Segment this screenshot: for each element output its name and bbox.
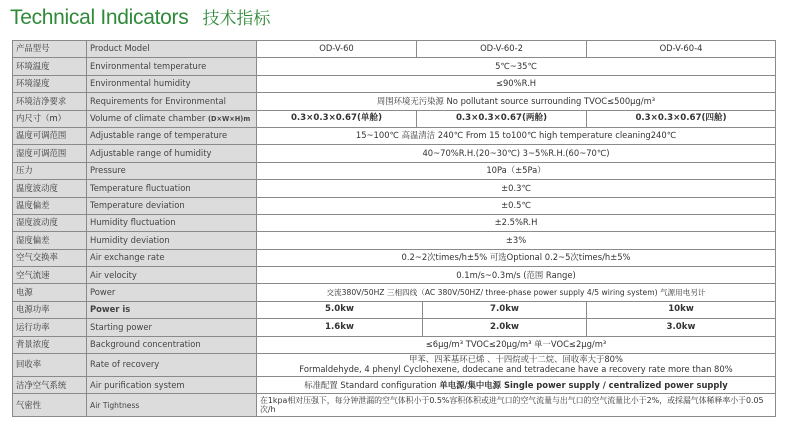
recovery-line-en: Formaldehyde, 4 phenyl Cyclohexene, dodecane and tetradecane have a recovery rate more than 80% — [299, 364, 733, 375]
table-row — [13, 354, 776, 377]
row-label-en: Background concentration — [87, 336, 257, 353]
spec-value: ≤90%R.H — [257, 75, 776, 92]
row-label-cn: 压力 — [13, 162, 87, 179]
spec-value: 15~100℃ 高温清洁 240℃ From 15 to100℃ high temperature cleaning240℃ — [257, 127, 776, 144]
row-label-en: Environmental temperature — [87, 58, 257, 75]
table-row — [13, 58, 776, 75]
table-row — [13, 249, 776, 266]
row-label-cn: 湿度可调范围 — [13, 145, 87, 162]
table-row — [13, 284, 776, 301]
table-row — [13, 197, 776, 214]
power-value: 3.0kw — [587, 319, 776, 336]
row-label-cn: 运行功率 — [13, 319, 87, 336]
spec-value: 周围环境无污染源 No pollutant source surrounding TVOC≤500μg/m³ — [257, 93, 776, 110]
model-value: OD-V-60 — [257, 41, 417, 58]
row-label-en: Power is — [87, 301, 257, 318]
power-value: 7.0kw — [423, 301, 587, 318]
power-value: 10kw — [587, 301, 776, 318]
spec-value: ±2.5%R.H — [257, 214, 776, 231]
recovery-line-cn: 甲苯、四苯基环已烯 、十四烷或十二烷、回收率大于80% — [409, 354, 623, 365]
row-label-cn: 回收率 — [13, 354, 87, 377]
table-row — [13, 232, 776, 249]
spec-value: 在1kpa相对压强下，每分钟泄漏的空气体积小于0.5%容积体积或进气口的空气流量与出气口的空气流量比小于2%，或採漏气体稀释率小于0.05次/h — [257, 394, 776, 417]
table-row — [13, 319, 776, 336]
row-label-cn: 湿度偏差 — [13, 232, 87, 249]
row-label-cn: 内尺寸（m） — [13, 110, 87, 127]
row-label-en — [87, 110, 257, 127]
table-row — [13, 267, 776, 284]
table-row — [13, 127, 776, 144]
table-row — [13, 93, 776, 110]
row-label-en: Rate of recovery — [87, 354, 257, 377]
row-label-en: Air velocity — [87, 267, 257, 284]
spec-value: ±3% — [257, 232, 776, 249]
row-label-en: Humidity fluctuation — [87, 214, 257, 231]
row-label-en: Temperature fluctuation — [87, 180, 257, 197]
config-power-supply: 单电源/集中电源 Single power supply / centralized power supply — [439, 379, 728, 390]
table-row — [13, 145, 776, 162]
spec-value — [257, 354, 776, 377]
spec-value: 0.1m/s~0.3m/s (范围 Range) — [257, 267, 776, 284]
row-label-cn: 环境湿度 — [13, 75, 87, 92]
table-row — [13, 75, 776, 92]
row-label-en: Adjustable range of humidity — [87, 145, 257, 162]
table-row — [13, 162, 776, 179]
row-label-cn: 气密性 — [13, 394, 87, 417]
row-label-cn: 空气交换率 — [13, 249, 87, 266]
spec-table — [12, 40, 776, 417]
row-label-en: Product Model — [87, 41, 257, 58]
table-row — [13, 41, 776, 58]
row-label-cn: 温度波动度 — [13, 180, 87, 197]
dimension-value: 0.3×0.3×0.67(两舱) — [417, 110, 587, 127]
title-english: Technical Indicators — [10, 6, 189, 29]
title-chinese: 技术指标 — [202, 9, 271, 29]
table-row — [13, 394, 776, 417]
row-label-cn: 背景浓度 — [13, 336, 87, 353]
page-heading — [10, 4, 270, 32]
row-label-cn: 环境洁净要求 — [13, 93, 87, 110]
row-label-en-text: Volume of climate chamber — [90, 112, 206, 123]
row-label-en: Humidity deviation — [87, 232, 257, 249]
dimension-value: 0.3×0.3×0.67(四舱) — [587, 110, 776, 127]
spec-value: ≤6μg/m³ TVOC≤20μg/m³ 单一VOC≤2μg/m³ — [257, 336, 776, 353]
row-label-en: Adjustable range of temperature — [87, 127, 257, 144]
row-label-cn: 湿度波动度 — [13, 214, 87, 231]
spec-value: 5℃~35℃ — [257, 58, 776, 75]
table-row — [13, 301, 776, 318]
row-label-en: Temperature deviation — [87, 197, 257, 214]
config-standard: 标准配置 Standard configuration — [304, 379, 440, 390]
power-value: 5.0kw — [257, 301, 423, 318]
row-label-en: Starting power — [87, 319, 257, 336]
row-label-cn: 温度可调范围 — [13, 127, 87, 144]
row-label-en: Air exchange rate — [87, 249, 257, 266]
row-label-cn: 产品型号 — [13, 41, 87, 58]
row-label-cn: 空气流速 — [13, 267, 87, 284]
spec-value: 10Pa（±5Pa） — [257, 162, 776, 179]
table-row — [13, 336, 776, 353]
spec-value: 40~70%R.H.(20~30℃) 3~5%R.H.(60~70℃) — [257, 145, 776, 162]
dimension-value: 0.3×0.3×0.67(单舱) — [257, 110, 417, 127]
row-label-cn: 环境温度 — [13, 58, 87, 75]
model-value: OD-V-60-2 — [417, 41, 587, 58]
power-value: 2.0kw — [423, 319, 587, 336]
row-label-en: Pressure — [87, 162, 257, 179]
row-label-en: Air Tightness — [87, 394, 257, 417]
table-row — [13, 110, 776, 127]
spec-value: ±0.5℃ — [257, 197, 776, 214]
spec-value — [257, 377, 776, 394]
spec-value: ±0.3℃ — [257, 180, 776, 197]
dimension-unit: (D×W×H)m — [207, 114, 251, 123]
table-row — [13, 214, 776, 231]
spec-value: 交流380V/50HZ 三相四线（AC 380V/50HZ/ three-phase power supply 4/5 wiring system) 气源用电另计 — [257, 284, 776, 301]
row-label-en: Requirements for Environmental — [87, 93, 257, 110]
row-label-en: Air purification system — [87, 377, 257, 394]
row-label-cn: 电源功率 — [13, 301, 87, 318]
row-label-cn: 电源 — [13, 284, 87, 301]
row-label-en: Power — [87, 284, 257, 301]
spec-value: 0.2~2次times/h±5% 可选Optional 0.2~5次times/h±5% — [257, 249, 776, 266]
row-label-cn: 洁净空气系统 — [13, 377, 87, 394]
model-value: OD-V-60-4 — [587, 41, 776, 58]
row-label-cn: 温度偏差 — [13, 197, 87, 214]
row-label-en: Environmental humidity — [87, 75, 257, 92]
table-row — [13, 180, 776, 197]
table-row — [13, 377, 776, 394]
power-value: 1.6kw — [257, 319, 423, 336]
